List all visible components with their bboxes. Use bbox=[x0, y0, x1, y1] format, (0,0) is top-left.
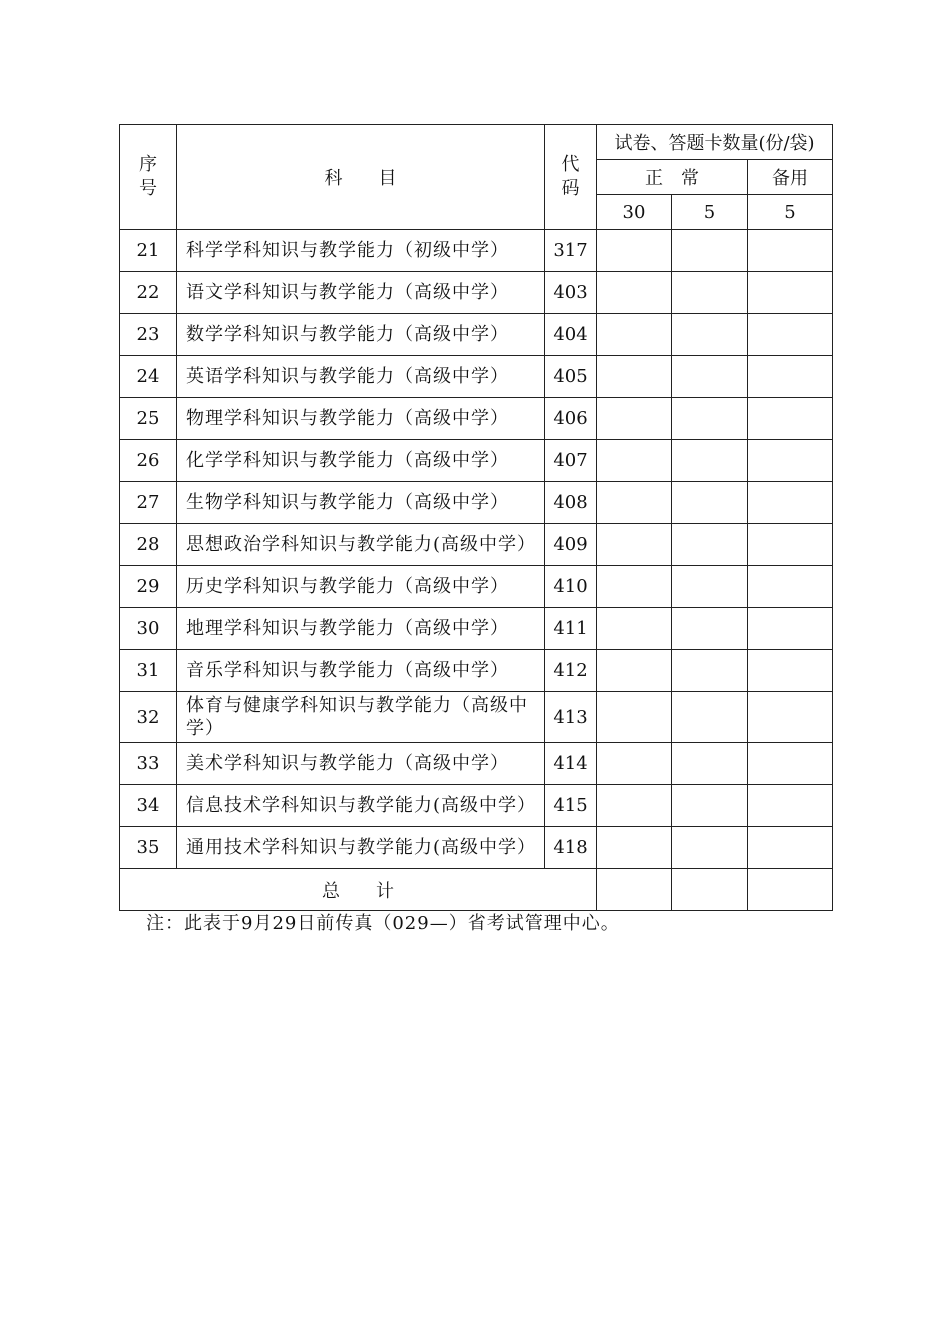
seq-header-char-1: 序 bbox=[139, 154, 157, 175]
row-normal-qty-cell[interactable] bbox=[672, 566, 748, 608]
seq-header bbox=[120, 125, 177, 230]
row-seq: 35 bbox=[120, 827, 177, 869]
row-normal-qty-cell[interactable] bbox=[672, 743, 748, 785]
total-row bbox=[120, 869, 833, 911]
row-code: 403 bbox=[545, 272, 597, 314]
qty-value-normal-1: 30 bbox=[597, 195, 672, 230]
row-normal-qty-cell[interactable] bbox=[597, 650, 672, 692]
row-normal-qty-cell[interactable] bbox=[672, 272, 748, 314]
row-spare-qty-cell[interactable] bbox=[748, 608, 833, 650]
code-header bbox=[545, 125, 597, 230]
row-spare-qty-cell[interactable] bbox=[748, 524, 833, 566]
row-seq: 31 bbox=[120, 650, 177, 692]
row-normal-qty-cell[interactable] bbox=[597, 272, 672, 314]
row-seq: 26 bbox=[120, 440, 177, 482]
exam-paper-quantity-table bbox=[119, 124, 833, 911]
table-row bbox=[120, 743, 833, 785]
qty-value-normal-2: 5 bbox=[672, 195, 748, 230]
row-seq: 34 bbox=[120, 785, 177, 827]
table-body bbox=[120, 125, 833, 911]
row-code: 415 bbox=[545, 785, 597, 827]
row-normal-qty-cell[interactable] bbox=[597, 356, 672, 398]
row-normal-qty-cell[interactable] bbox=[672, 356, 748, 398]
row-seq: 27 bbox=[120, 482, 177, 524]
row-spare-qty-cell[interactable] bbox=[748, 827, 833, 869]
row-normal-qty-cell[interactable] bbox=[672, 440, 748, 482]
seq-header-char-2: 号 bbox=[139, 178, 157, 199]
row-code: 317 bbox=[545, 230, 597, 272]
row-spare-qty-cell[interactable] bbox=[748, 230, 833, 272]
table-row bbox=[120, 692, 833, 743]
row-spare-qty-cell[interactable] bbox=[748, 743, 833, 785]
row-normal-qty-cell[interactable] bbox=[672, 827, 748, 869]
row-normal-qty-cell[interactable] bbox=[597, 785, 672, 827]
table-row bbox=[120, 272, 833, 314]
row-code: 405 bbox=[545, 356, 597, 398]
row-normal-qty-cell[interactable] bbox=[597, 398, 672, 440]
table-row bbox=[120, 398, 833, 440]
row-normal-qty-cell[interactable] bbox=[597, 524, 672, 566]
table-row bbox=[120, 827, 833, 869]
row-normal-qty-cell[interactable] bbox=[672, 398, 748, 440]
row-spare-qty-cell[interactable] bbox=[748, 398, 833, 440]
table-row bbox=[120, 314, 833, 356]
row-spare-qty-cell[interactable] bbox=[748, 440, 833, 482]
code-header-char-1: 代 bbox=[561, 154, 580, 175]
row-code: 414 bbox=[545, 743, 597, 785]
table-row bbox=[120, 785, 833, 827]
row-seq: 25 bbox=[120, 398, 177, 440]
table-row bbox=[120, 356, 833, 398]
row-subject: 音乐学科知识与教学能力（高级中学） bbox=[177, 650, 545, 692]
qty-value-spare: 5 bbox=[748, 195, 833, 230]
total-normal-qty-cell[interactable] bbox=[672, 869, 748, 911]
row-code: 413 bbox=[545, 692, 597, 743]
row-normal-qty-cell[interactable] bbox=[672, 314, 748, 356]
header-row-1 bbox=[120, 125, 833, 160]
row-code: 411 bbox=[545, 608, 597, 650]
total-normal-qty-cell[interactable] bbox=[597, 869, 672, 911]
table-row bbox=[120, 524, 833, 566]
row-subject: 生物学科知识与教学能力（高级中学） bbox=[177, 482, 545, 524]
row-normal-qty-cell[interactable] bbox=[597, 743, 672, 785]
row-subject: 历史学科知识与教学能力（高级中学） bbox=[177, 566, 545, 608]
footnote: 注：此表于9月29日前传真（029—）省考试管理中心。 bbox=[146, 913, 620, 934]
subject-header-label: 科 目 bbox=[324, 168, 397, 189]
row-normal-qty-cell[interactable] bbox=[672, 608, 748, 650]
table-row bbox=[120, 650, 833, 692]
row-normal-qty-cell[interactable] bbox=[672, 524, 748, 566]
row-spare-qty-cell[interactable] bbox=[748, 785, 833, 827]
row-subject: 数学学科知识与教学能力（高级中学） bbox=[177, 314, 545, 356]
quantity-group-header: 试卷、答题卡数量(份/袋) bbox=[597, 125, 833, 160]
row-normal-qty-cell[interactable] bbox=[672, 230, 748, 272]
row-seq: 29 bbox=[120, 566, 177, 608]
row-spare-qty-cell[interactable] bbox=[748, 650, 833, 692]
row-code: 410 bbox=[545, 566, 597, 608]
row-normal-qty-cell[interactable] bbox=[597, 608, 672, 650]
row-spare-qty-cell[interactable] bbox=[748, 692, 833, 743]
table-row bbox=[120, 608, 833, 650]
row-normal-qty-cell[interactable] bbox=[597, 482, 672, 524]
row-spare-qty-cell[interactable] bbox=[748, 482, 833, 524]
row-spare-qty-cell[interactable] bbox=[748, 272, 833, 314]
row-normal-qty-cell[interactable] bbox=[597, 566, 672, 608]
table-row bbox=[120, 230, 833, 272]
row-seq: 23 bbox=[120, 314, 177, 356]
row-normal-qty-cell[interactable] bbox=[672, 692, 748, 743]
row-subject: 美术学科知识与教学能力（高级中学） bbox=[177, 743, 545, 785]
row-subject: 地理学科知识与教学能力（高级中学） bbox=[177, 608, 545, 650]
row-seq: 21 bbox=[120, 230, 177, 272]
row-code: 412 bbox=[545, 650, 597, 692]
row-code: 404 bbox=[545, 314, 597, 356]
row-normal-qty-cell[interactable] bbox=[597, 692, 672, 743]
row-seq: 32 bbox=[120, 692, 177, 743]
table-row bbox=[120, 566, 833, 608]
row-normal-qty-cell[interactable] bbox=[672, 482, 748, 524]
row-normal-qty-cell[interactable] bbox=[672, 650, 748, 692]
row-spare-qty-cell[interactable] bbox=[748, 314, 833, 356]
row-seq: 22 bbox=[120, 272, 177, 314]
row-code: 408 bbox=[545, 482, 597, 524]
row-normal-qty-cell[interactable] bbox=[597, 314, 672, 356]
row-seq: 30 bbox=[120, 608, 177, 650]
row-subject: 英语学科知识与教学能力（高级中学） bbox=[177, 356, 545, 398]
row-code: 407 bbox=[545, 440, 597, 482]
subject-header bbox=[177, 125, 545, 230]
spare-header: 备用 bbox=[748, 160, 833, 195]
row-normal-qty-cell[interactable] bbox=[597, 440, 672, 482]
row-code: 409 bbox=[545, 524, 597, 566]
row-subject: 信息技术学科知识与教学能力(高级中学） bbox=[177, 785, 545, 827]
row-subject: 通用技术学科知识与教学能力(高级中学） bbox=[177, 827, 545, 869]
row-subject: 语文学科知识与教学能力（高级中学） bbox=[177, 272, 545, 314]
table-row bbox=[120, 482, 833, 524]
row-seq: 28 bbox=[120, 524, 177, 566]
row-subject: 化学学科知识与教学能力（高级中学） bbox=[177, 440, 545, 482]
table-row bbox=[120, 440, 833, 482]
row-normal-qty-cell[interactable] bbox=[597, 230, 672, 272]
row-normal-qty-cell[interactable] bbox=[597, 827, 672, 869]
code-header-char-2: 码 bbox=[561, 178, 580, 199]
row-spare-qty-cell[interactable] bbox=[748, 566, 833, 608]
total-label: 总 计 bbox=[120, 869, 597, 911]
row-spare-qty-cell[interactable] bbox=[748, 356, 833, 398]
total-spare-qty-cell[interactable] bbox=[748, 869, 833, 911]
row-subject: 体育与健康学科知识与教学能力（高级中学） bbox=[177, 692, 545, 743]
normal-header: 正 常 bbox=[597, 160, 748, 195]
row-seq: 33 bbox=[120, 743, 177, 785]
row-normal-qty-cell[interactable] bbox=[672, 785, 748, 827]
row-seq: 24 bbox=[120, 356, 177, 398]
row-subject: 科学学科知识与教学能力（初级中学） bbox=[177, 230, 545, 272]
row-subject: 物理学科知识与教学能力（高级中学） bbox=[177, 398, 545, 440]
row-code: 406 bbox=[545, 398, 597, 440]
row-code: 418 bbox=[545, 827, 597, 869]
row-subject: 思想政治学科知识与教学能力(高级中学） bbox=[177, 524, 545, 566]
